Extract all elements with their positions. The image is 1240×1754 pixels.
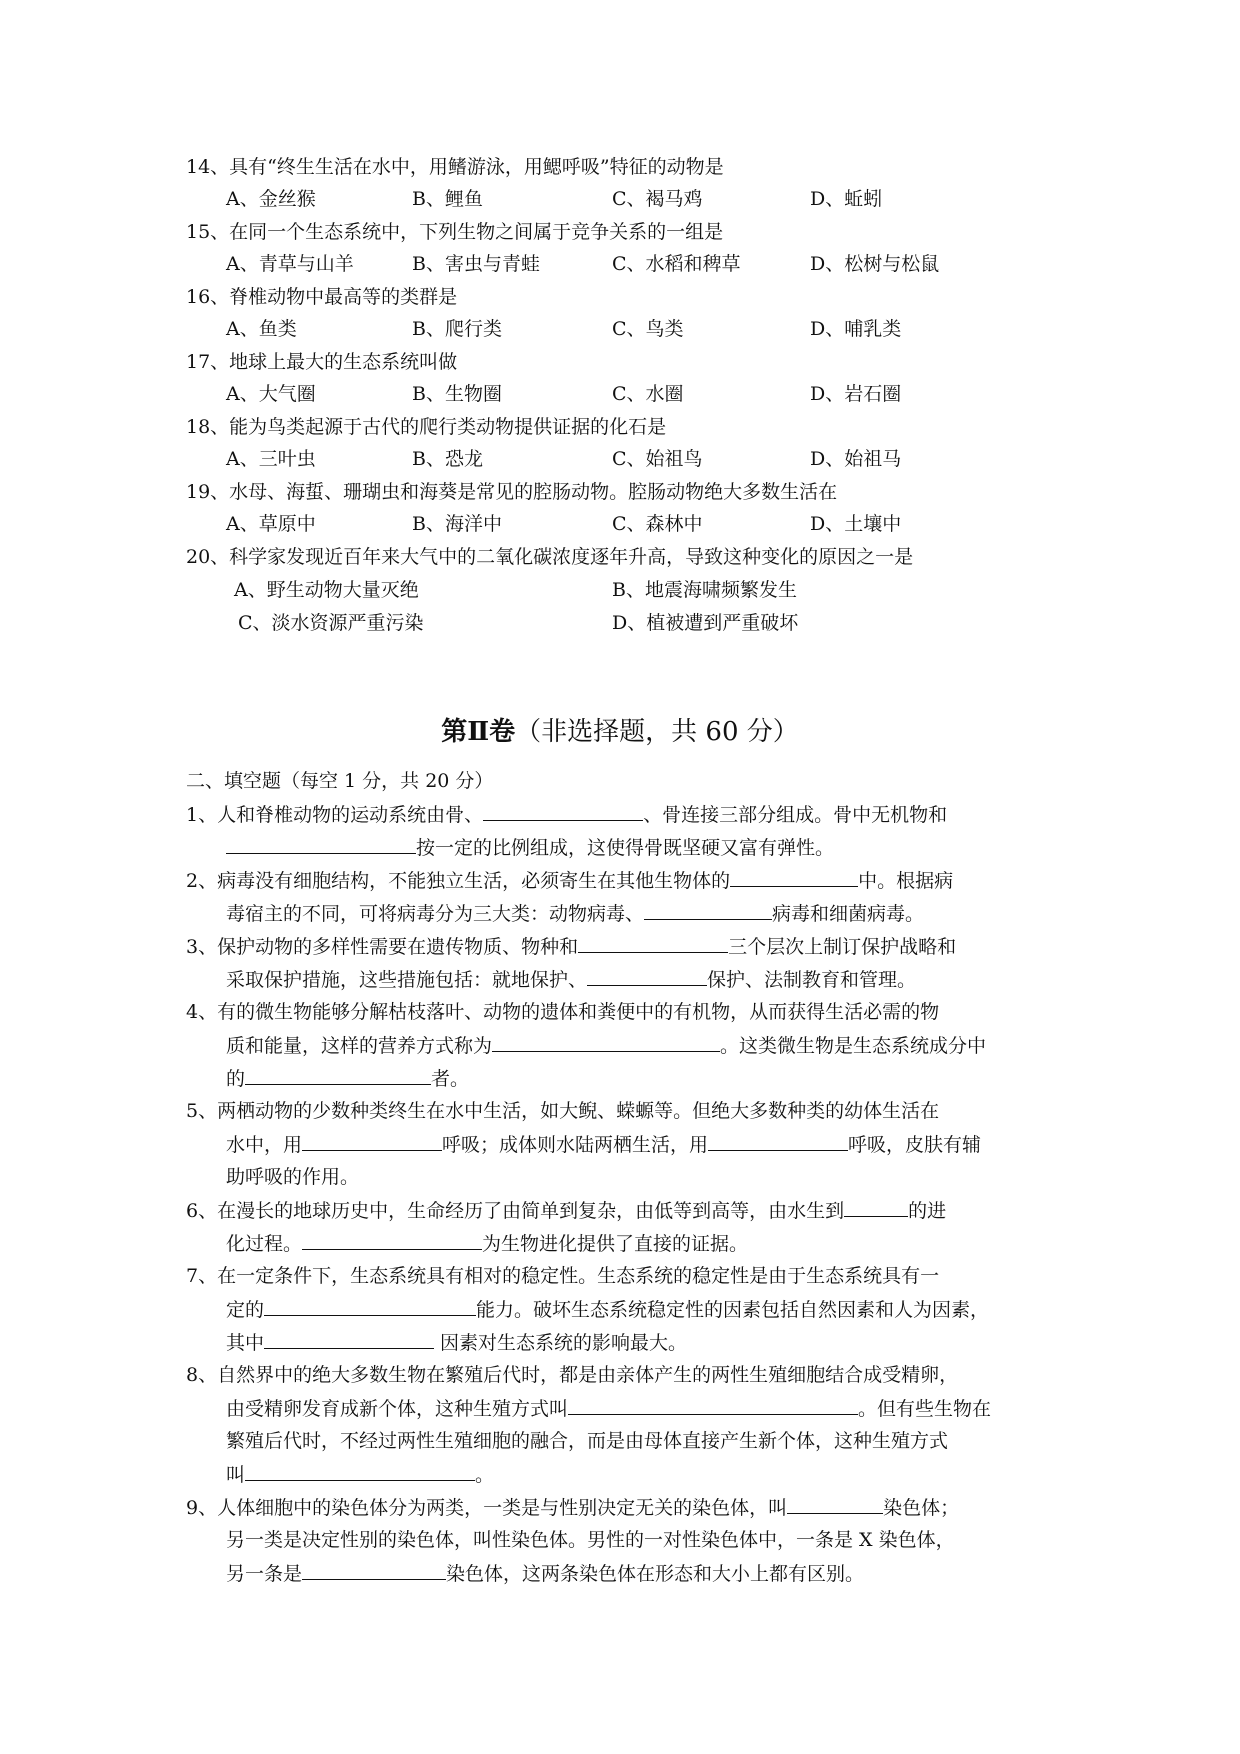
text: 另一条是 — [226, 1563, 303, 1585]
fill-q8-line2 — [226, 1394, 991, 1423]
answer-blank[interactable] — [483, 800, 643, 821]
text: 的 — [226, 1068, 246, 1090]
option: C、淡水资源严重污染 — [238, 612, 424, 634]
option: D、土壤中 — [810, 513, 902, 535]
text: 能力。破坏生态系统稳定性的因素包括自然因素和人为因素， — [476, 1299, 990, 1321]
option: D、始祖马 — [810, 448, 902, 470]
text: 呼吸；成体则水陆两栖生活，用 — [442, 1134, 709, 1156]
fill-q5-line2 — [226, 1130, 981, 1159]
answer-blank[interactable] — [302, 1229, 482, 1250]
fill-q8-line3: 繁殖后代时，不经过两性生殖细胞的融合，而是由母体直接产生新个体，这种生殖方式 — [226, 1430, 949, 1452]
text: 9、人体细胞中的染色体分为两类，一类是与性别决定无关的染色体，叫 — [186, 1497, 788, 1519]
text: 的进 — [908, 1200, 947, 1222]
question-19-stem: 19、水母、海蜇、珊瑚虫和海葵是常见的腔肠动物。腔肠动物绝大多数生活在 — [186, 481, 838, 503]
answer-blank[interactable] — [302, 1130, 442, 1151]
fill-q1-line2 — [226, 833, 834, 862]
text: 6、在漫长的地球历史中，生命经历了由简单到复杂，由低等到高等，由水生到 — [186, 1200, 845, 1222]
text: 采取保护措施，这些措施包括：就地保护、 — [226, 969, 588, 991]
fill-q6-line1 — [186, 1196, 946, 1225]
text: 、骨连接三部分组成。骨中无机物和 — [643, 804, 948, 826]
fill-q4-line2 — [226, 1031, 986, 1060]
option: A、金丝猴 — [226, 188, 316, 210]
text: 其中 — [226, 1332, 265, 1354]
text: 病毒和细菌病毒。 — [772, 903, 925, 925]
option: A、青草与山羊 — [226, 253, 354, 275]
option: B、爬行类 — [412, 318, 502, 340]
text: 化过程。 — [226, 1233, 303, 1255]
answer-blank[interactable] — [302, 1559, 446, 1580]
fill-q7-line1: 7、在一定条件下，生态系统具有相对的稳定性。生态系统的稳定性是由于生态系统具有一 — [186, 1265, 940, 1287]
option: C、褐马鸡 — [612, 188, 703, 210]
section-2-title-rest: （非选择题，共 60 分） — [515, 717, 799, 747]
text: 由受精卵发育成新个体，这种生殖方式叫 — [226, 1398, 569, 1420]
option: D、松树与松鼠 — [810, 253, 940, 275]
option: C、水圈 — [612, 383, 684, 405]
section-2-title — [0, 714, 1240, 750]
text: 染色体，这两条染色体在形态和大小上都有区别。 — [446, 1563, 865, 1585]
fill-q7-line3 — [226, 1328, 687, 1357]
fill-q8-line4 — [226, 1460, 494, 1489]
option: D、蚯蚓 — [810, 188, 883, 210]
option: D、哺乳类 — [810, 318, 902, 340]
fill-q4-line1: 4、有的微生物能够分解枯枝落叶、动物的遗体和粪便中的有机物，从而获得生活必需的物 — [186, 1001, 940, 1023]
answer-blank[interactable] — [492, 1031, 720, 1052]
fill-q9-line1 — [186, 1493, 959, 1522]
text: 1、人和脊椎动物的运动系统由骨、 — [186, 804, 484, 826]
text: 。 — [475, 1464, 495, 1486]
text: 保护、法制教育和管理。 — [707, 969, 917, 991]
text: 者。 — [431, 1068, 470, 1090]
option: A、草原中 — [226, 513, 316, 535]
question-18-stem: 18、能为鸟类起源于古代的爬行类动物提供证据的化石是 — [186, 416, 667, 438]
answer-blank[interactable] — [245, 1460, 475, 1481]
text: 质和能量，这样的营养方式称为 — [226, 1035, 493, 1057]
question-20-stem: 20、科学家发现近百年来大气中的二氧化碳浓度逐年升高，导致这种变化的原因之一是 — [186, 546, 914, 568]
option: D、岩石圈 — [810, 383, 902, 405]
text: 因素对生态系统的影响最大。 — [434, 1332, 688, 1354]
answer-blank[interactable] — [264, 1295, 476, 1316]
fill-q6-line2 — [226, 1229, 748, 1258]
option: A、野生动物大量灭绝 — [234, 579, 419, 601]
fill-q9-line3 — [226, 1559, 864, 1588]
option: B、害虫与青蛙 — [412, 253, 540, 275]
fill-q1-line1 — [186, 800, 947, 829]
option: B、海洋中 — [412, 513, 502, 535]
fill-q9-line2: 另一类是决定性别的染色体，叫性染色体。男性的一对性染色体中，一条是 X 染色体， — [226, 1529, 955, 1551]
text: 叫 — [226, 1464, 246, 1486]
fill-in-heading: 二、填空题（每空 1 分，共 20 分） — [186, 770, 494, 792]
section-2-title-bold: 第Ⅱ卷 — [441, 717, 516, 747]
option: C、鸟类 — [612, 318, 684, 340]
answer-blank[interactable] — [787, 1493, 883, 1514]
fill-q2-line2 — [226, 899, 924, 928]
answer-blank[interactable] — [245, 1064, 431, 1085]
option: A、鱼类 — [226, 318, 297, 340]
answer-blank[interactable] — [264, 1328, 434, 1349]
text: 。这类微生物是生态系统成分中 — [720, 1035, 987, 1057]
text: 呼吸，皮肤有辅 — [848, 1134, 982, 1156]
fill-q2-line1 — [186, 866, 953, 895]
option: B、生物圈 — [412, 383, 502, 405]
option: B、地震海啸频繁发生 — [612, 579, 797, 601]
fill-q4-line3 — [226, 1064, 469, 1093]
option: C、森林中 — [612, 513, 703, 535]
fill-q5-line3: 助呼吸的作用。 — [226, 1166, 360, 1188]
answer-blank[interactable] — [644, 899, 772, 920]
option: C、水稻和稗草 — [612, 253, 741, 275]
text: 染色体； — [883, 1497, 960, 1519]
text: 水中，用 — [226, 1134, 303, 1156]
answer-blank[interactable] — [587, 965, 707, 986]
option: D、植被遭到严重破坏 — [612, 612, 799, 634]
answer-blank[interactable] — [226, 833, 416, 854]
option: B、恐龙 — [412, 448, 483, 470]
answer-blank[interactable] — [730, 866, 858, 887]
question-15-stem: 15、在同一个生态系统中，下列生物之间属于竞争关系的一组是 — [186, 221, 724, 243]
answer-blank[interactable] — [708, 1130, 848, 1151]
text: 2、病毒没有细胞结构，不能独立生活，必须寄生在其他生物体的 — [186, 870, 731, 892]
option: C、始祖鸟 — [612, 448, 703, 470]
text: 为生物进化提供了直接的证据。 — [482, 1233, 749, 1255]
question-17-stem: 17、地球上最大的生态系统叫做 — [186, 351, 458, 373]
option: A、大气圈 — [226, 383, 316, 405]
text: 中。根据病 — [858, 870, 954, 892]
fill-q3-line1 — [186, 932, 956, 961]
fill-q8-line1: 8、自然界中的绝大多数生物在繁殖后代时，都是由亲体产生的两性生殖细胞结合成受精卵， — [186, 1364, 959, 1386]
answer-blank[interactable] — [568, 1394, 858, 1415]
text: 定的 — [226, 1299, 265, 1321]
fill-q3-line2 — [226, 965, 916, 994]
text: 三个层次上制订保护战略和 — [728, 936, 957, 958]
answer-blank[interactable] — [578, 932, 728, 953]
answer-blank[interactable] — [844, 1196, 908, 1217]
fill-q5-line1: 5、两栖动物的少数种类终生在水中生活，如大鲵、蝾螈等。但绝大多数种类的幼体生活在 — [186, 1100, 940, 1122]
question-14-stem: 14、具有“终生生活在水中，用鳍游泳，用鳃呼吸”特征的动物是 — [186, 156, 724, 178]
fill-q7-line2 — [226, 1295, 989, 1324]
question-16-stem: 16、脊椎动物中最高等的类群是 — [186, 286, 458, 308]
text: 3、保护动物的多样性需要在遗传物质、物种和 — [186, 936, 579, 958]
option: B、鲤鱼 — [412, 188, 483, 210]
text: 毒宿主的不同，可将病毒分为三大类：动物病毒、 — [226, 903, 645, 925]
option: A、三叶虫 — [226, 448, 316, 470]
text: 。但有些生物在 — [858, 1398, 992, 1420]
text: 按一定的比例组成，这使得骨既坚硬又富有弹性。 — [416, 837, 835, 859]
